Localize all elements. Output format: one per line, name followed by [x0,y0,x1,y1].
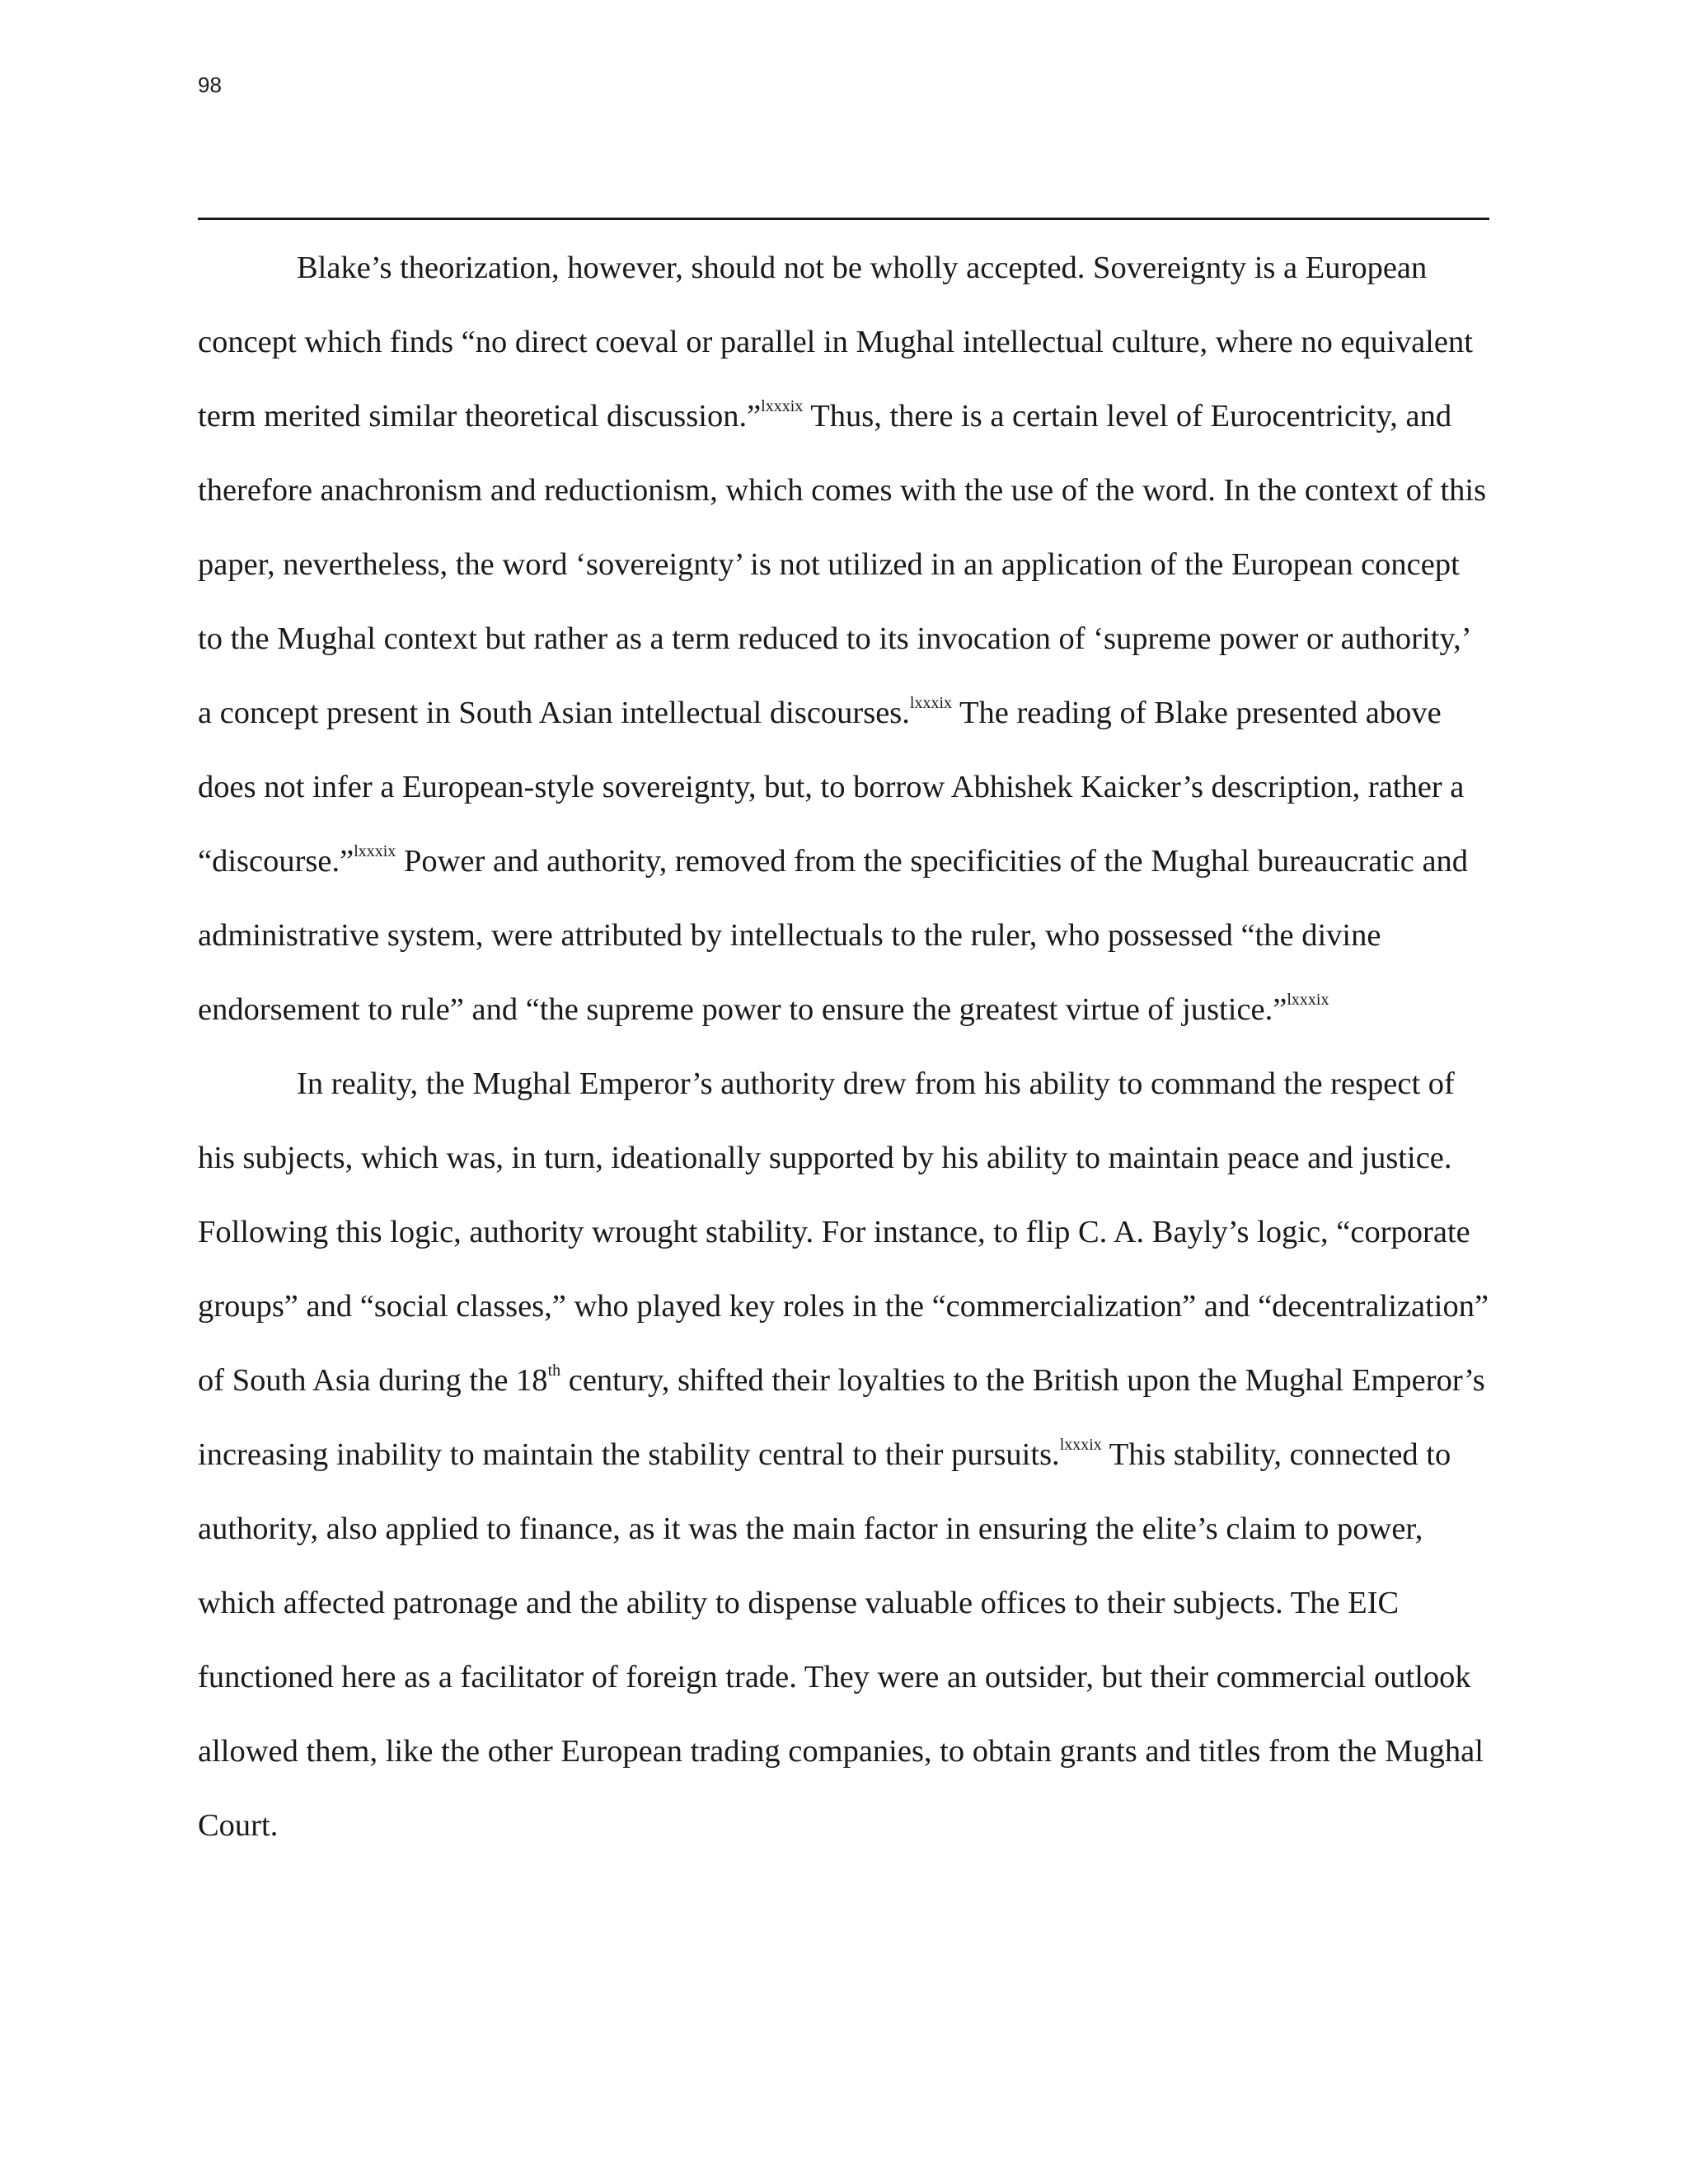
footnote-separator-rule [198,218,1489,220]
paragraph [198,231,1489,1047]
paragraph-text: This stability, connected to authority, also applied to finance, as it was the main factor in ensuring the elite’s claim to power, which affected patronage and the ability to dispense valuable offices to their subjects. The EIC functioned here as a facilitator of foreign trade. They were an outsider, but their commercial outlook allowed them, like the other European trading companies, to obtain grants and titles from the Mughal Court. [198,1437,1484,1843]
endnote-marker[interactable]: lxxxix [761,397,804,415]
paragraph-text: Blake’s theorization, however, should not be wholly accepted. Sovereignty is a European concept which finds “no direct coeval or parallel in Mughal intellectual culture, where no equivalent term merited similar theoretical discussion.” [198,251,1473,434]
body-text [198,231,1489,1863]
endnote-marker[interactable]: lxxxix [1287,991,1329,1009]
paragraph-text: century, shifted their loyalties to the British upon the Mughal Emperor’s increasing inability to maintain the stability central to their pursuits. [198,1363,1485,1472]
paragraph-text: In reality, the Mughal Emperor’s authority drew from his ability to command the respect of his subjects, which was, in turn, ideationally supported by his ability to maintain peace and justice. Following this logic, authority wrought stability. For instance, to flip C. A. Bayly’s logic, “corporate groups” and “social classes,” who played key roles in the “commercialization” and “decentralization” of South Asia during the 18 [198,1066,1489,1398]
paragraph-text: The reading of Blake presented above does not infer a European-style sovereignty, but, to borrow Abhishek Kaicker’s description, rather a “discourse.” [198,696,1465,879]
paragraph-text: Power and authority, removed from the specificities of the Mughal bureaucratic and administrative system, were attributed by intellectuals to the ruler, who possessed “the divine endorsement to rule” and “the supreme power to ensure the greatest virtue of justice.” [198,844,1469,1027]
ordinal-suffix: th [547,1361,561,1380]
endnote-marker[interactable]: lxxxix [1059,1436,1102,1454]
page-number: 98 [198,73,222,97]
endnote-marker[interactable]: lxxxix [909,694,953,712]
endnote-marker[interactable]: lxxxix [354,842,396,860]
paragraph [198,1047,1489,1863]
paragraph-text: Thus, there is a certain level of Eurocentricity, and therefore anachronism and reductionism, which comes with the use of the word. In the context of this paper, nevertheless, the word ‘sovereignty’ is not utilized in an application of the European concept to the Mughal context but rather as a term reduced to its invocation of ‘supreme power or authority,’ a concept present in South Asian intellectual discourses. [198,399,1487,730]
